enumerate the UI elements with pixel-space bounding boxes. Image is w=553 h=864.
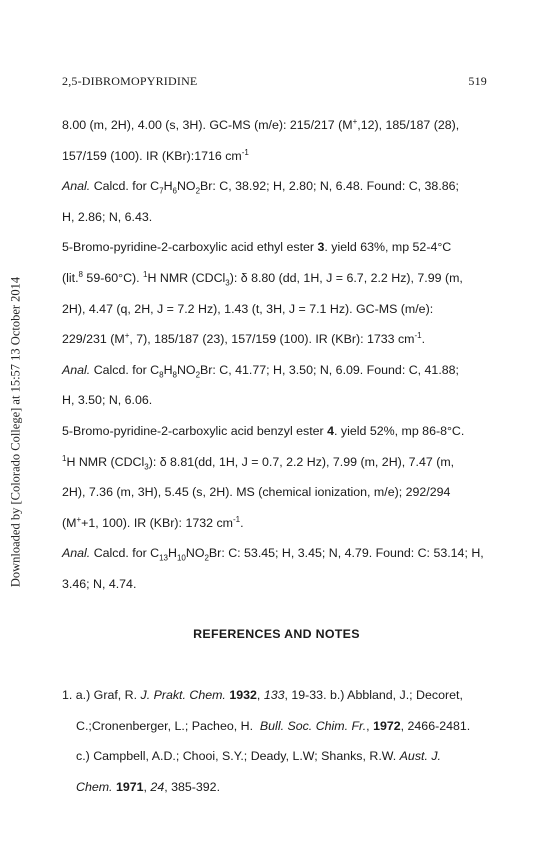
references-heading: REFERENCES AND NOTES — [193, 627, 360, 641]
reference-1-line-3: c.) Campbell, A.D.; Chooi, S.Y.; Deady, L.W; Shanks, R.W. Aust. J. — [76, 749, 441, 764]
experimental-body — [62, 110, 502, 600]
running-head-title: 2,5-DIBROMOPYRIDINE — [62, 74, 198, 88]
elemental-analysis-4: Anal. Calcd. for $C_{13}H_{10}NO_2Br$: C: 53.45; H, 3.45; N, 4.79. Found: C: 53.14; H, 3.46; N, 4.74. — [62, 546, 484, 591]
reference-1-line-2: C.;Cronenberger, L.; Pacheo, H. Bull. Soc. Chim. Fr., 1972, 2466-2481. — [76, 718, 471, 733]
spectral-data-continued: 8.00 (m, 2H), 4.00 (s, 3H). GC-MS (m/e): 215/217 (M+,12), 185/187 (28), 157/159 (100). IR (KBr):1716 $cm^{-1}$ — [62, 116, 460, 163]
elemental-analysis-3: Anal. Calcd. for $C_8H_8NO_2Br$: C, 41.77; H, 3.50; N, 6.09. Found: C, 41.88; H, 3.50; N, 6.06. — [62, 362, 459, 408]
page-number: 519 — [468, 74, 487, 88]
elemental-analysis-2: Anal. Calcd. for $C_7H_6NO_2Br$: C, 38.92; H, 2.80; N, 6.48. Found: C, 38.86; H, 2.86; N, 6.43. — [62, 179, 459, 224]
reference-1-line-1: 1. a.) Graf, R. J. Prakt. Chem. 1932, 133, 19-33. b.) Abbland, J.; Decoret, — [62, 688, 463, 702]
references-list — [62, 680, 502, 802]
compound-4-paragraph: 5-Bromo-pyridine-2-carboxylic acid benzyl ester 4. yield 52%, mp 86-8°C. $^1$H NMR (CDCl$_3$): δ 8.81(dd, 1H, J = 0.7, 2.2 Hz), 7.99 (m, 2H), 7.47 (m, 2H), 7.36 (m, 3H), 5.45 (s, 2H). MS (chemical ionization, m/e); 292/294 (M++1, 100). IR (KBr): 1732 $cm^{-1}$. — [62, 423, 465, 530]
compound-3-paragraph: 5-Bromo-pyridine-2-carboxylic acid ethyl ester 3. yield 63%, mp 52-4°C (lit.$^8$ 59-60°C). $^1$H NMR (CDCl$_3$): δ 8.80 (dd, 1H, J = 6.7, 2.2 Hz), 7.99 (m, 2H), 4.47 (q, 2H, J = 7.2 Hz), 1.43 (t, 3H, J = 7.1 Hz). GC-MS (m/e): 229/231 (M+, 7), 185/187 (23), 157/159 (100). IR (KBr): 1733 $cm^{-1}$. — [62, 240, 463, 347]
download-sidebar — [6, 0, 26, 864]
download-notice: Downloaded by [Colorado College] at 15:57 13 October 2014 — [8, 276, 23, 588]
reference-1-line-4: Chem. 1971, 24, 385-392. — [76, 779, 221, 794]
